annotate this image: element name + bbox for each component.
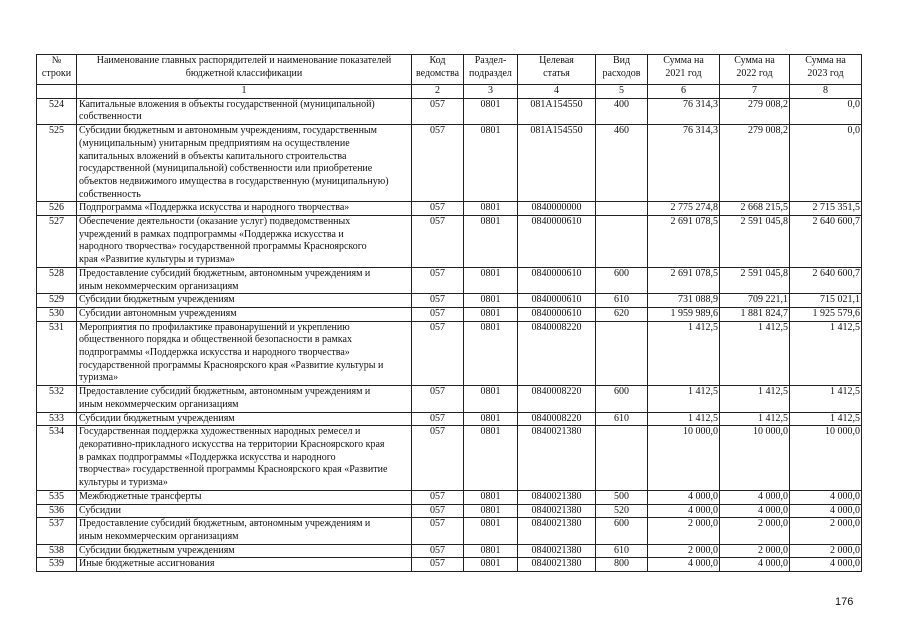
sum-2023-cell: 2 640 600,7 (790, 216, 862, 268)
row-number-cell: 535 (37, 490, 77, 504)
sum-2021-cell: 1 412,5 (648, 412, 720, 426)
expense-name-cell: Предоставление субсидий бюджетным, автономным учреждениям и иным некоммерческим организациям (77, 267, 412, 293)
sum-2023-cell: 4 000,0 (790, 558, 862, 572)
expense-name-cell: Субсидии бюджетным учреждениям (77, 544, 412, 558)
section-code-cell: 0801 (464, 518, 518, 544)
dept-code-cell: 057 (412, 267, 464, 293)
expense-name-cell: Мероприятия по профилактике правонарушений и укреплению общественного порядка и общественной безопасности в рамках подпрограммы «Поддержка искусства и народного творчества» государственной программы Красноярского края «Развитие культуры и туризма» (77, 321, 412, 386)
section-code-cell: 0801 (464, 307, 518, 321)
expense-type-cell: 600 (596, 267, 648, 293)
row-number-cell: 525 (37, 125, 77, 202)
section-code-cell: 0801 (464, 125, 518, 202)
sum-2022-cell: 1 881 824,7 (720, 307, 790, 321)
sum-2021-cell: 1 412,5 (648, 386, 720, 412)
section-code-cell: 0801 (464, 267, 518, 293)
header-dept-code: Код ведомства (412, 55, 464, 85)
dept-code-cell: 057 (412, 202, 464, 216)
target-item-cell: 081А154550 (518, 98, 596, 124)
expense-type-cell: 460 (596, 125, 648, 202)
header-section: Раздел- подраздел (464, 55, 518, 85)
sum-2023-cell: 4 000,0 (790, 504, 862, 518)
row-number-cell: 526 (37, 202, 77, 216)
sum-2021-cell: 1 412,5 (648, 321, 720, 386)
dept-code-cell: 057 (412, 518, 464, 544)
section-code-cell: 0801 (464, 98, 518, 124)
sum-2023-cell: 1 412,5 (790, 321, 862, 386)
sum-2022-cell: 709 221,1 (720, 294, 790, 308)
target-item-cell: 0840008220 (518, 321, 596, 386)
dept-code-cell: 057 (412, 307, 464, 321)
column-number: 6 (648, 85, 720, 99)
row-number-cell: 529 (37, 294, 77, 308)
target-item-cell: 0840000610 (518, 267, 596, 293)
dept-code-cell: 057 (412, 426, 464, 491)
header-sum-2023: Сумма на 2023 год (790, 55, 862, 85)
expense-type-cell: 500 (596, 490, 648, 504)
sum-2023-cell: 0,0 (790, 98, 862, 124)
sum-2021-cell: 10 000,0 (648, 426, 720, 491)
sum-2022-cell: 279 008,2 (720, 98, 790, 124)
table-row (37, 558, 862, 572)
table-row (37, 98, 862, 124)
page-number: 176 (835, 596, 854, 608)
sum-2022-cell: 4 000,0 (720, 558, 790, 572)
expense-type-cell: 400 (596, 98, 648, 124)
column-number: 5 (596, 85, 648, 99)
expense-name-cell: Предоставление субсидий бюджетным, автономным учреждениям и иным некоммерческим организациям (77, 386, 412, 412)
row-number-cell: 536 (37, 504, 77, 518)
target-item-cell: 0840021380 (518, 544, 596, 558)
sum-2021-cell: 4 000,0 (648, 504, 720, 518)
header-name: Наименование главных распорядителей и наименование показателей бюджетной классификации (77, 55, 412, 85)
row-number-cell: 533 (37, 412, 77, 426)
dept-code-cell: 057 (412, 412, 464, 426)
dept-code-cell: 057 (412, 558, 464, 572)
dept-code-cell: 057 (412, 294, 464, 308)
sum-2023-cell: 1 412,5 (790, 412, 862, 426)
section-code-cell: 0801 (464, 504, 518, 518)
header-target-item: Целевая статья (518, 55, 596, 85)
header-row-number: № строки (37, 55, 77, 85)
sum-2022-cell: 2 591 045,8 (720, 267, 790, 293)
row-number-cell: 527 (37, 216, 77, 268)
section-code-cell: 0801 (464, 412, 518, 426)
section-code-cell: 0801 (464, 202, 518, 216)
table-row (37, 321, 862, 386)
sum-2023-cell: 10 000,0 (790, 426, 862, 491)
table-row (37, 294, 862, 308)
header-row (37, 55, 862, 85)
target-item-cell: 0840000610 (518, 294, 596, 308)
row-number-cell: 532 (37, 386, 77, 412)
section-code-cell: 0801 (464, 294, 518, 308)
sum-2022-cell: 10 000,0 (720, 426, 790, 491)
column-number: 2 (412, 85, 464, 99)
dept-code-cell: 057 (412, 321, 464, 386)
row-number-cell: 538 (37, 544, 77, 558)
target-item-cell: 081А154550 (518, 125, 596, 202)
sum-2023-cell: 1 412,5 (790, 386, 862, 412)
row-number-cell: 530 (37, 307, 77, 321)
sum-2021-cell: 731 088,9 (648, 294, 720, 308)
sum-2021-cell: 76 314,3 (648, 98, 720, 124)
dept-code-cell: 057 (412, 544, 464, 558)
table-row (37, 504, 862, 518)
target-item-cell: 0840008220 (518, 386, 596, 412)
table-row (37, 412, 862, 426)
sum-2021-cell: 4 000,0 (648, 490, 720, 504)
expense-type-cell (596, 202, 648, 216)
expense-type-cell (596, 321, 648, 386)
dept-code-cell: 057 (412, 125, 464, 202)
expense-type-cell: 610 (596, 544, 648, 558)
expense-name-cell: Субсидии автономным учреждениям (77, 307, 412, 321)
expense-name-cell: Субсидии (77, 504, 412, 518)
table-body (37, 98, 862, 571)
section-code-cell: 0801 (464, 426, 518, 491)
section-code-cell: 0801 (464, 216, 518, 268)
sum-2022-cell: 1 412,5 (720, 321, 790, 386)
header-sum-2022: Сумма на 2022 год (720, 55, 790, 85)
sum-2023-cell: 0,0 (790, 125, 862, 202)
row-number-cell: 539 (37, 558, 77, 572)
expense-type-cell: 800 (596, 558, 648, 572)
table-row (37, 125, 862, 202)
sum-2023-cell: 2 715 351,5 (790, 202, 862, 216)
section-code-cell: 0801 (464, 321, 518, 386)
sum-2023-cell: 2 000,0 (790, 518, 862, 544)
expense-type-cell (596, 216, 648, 268)
row-number-cell: 528 (37, 267, 77, 293)
target-item-cell: 0840021380 (518, 426, 596, 491)
column-number (37, 85, 77, 99)
target-item-cell: 0840000610 (518, 307, 596, 321)
sum-2023-cell: 4 000,0 (790, 490, 862, 504)
header-expense-type: Вид расходов (596, 55, 648, 85)
expense-name-cell: Иные бюджетные ассигнования (77, 558, 412, 572)
sum-2021-cell: 2 775 274,8 (648, 202, 720, 216)
sum-2022-cell: 2 668 215,5 (720, 202, 790, 216)
sum-2023-cell: 2 640 600,7 (790, 267, 862, 293)
expense-name-cell: Государственная поддержка художественных народных ремесел и декоративно-прикладного искусства на территории Красноярского края в рамках подпрограммы «Поддержка искусства и народного творчества» государственной программы Красноярского края «Развитие культуры и туризма» (77, 426, 412, 491)
table-row (37, 307, 862, 321)
target-item-cell: 0840021380 (518, 504, 596, 518)
sum-2023-cell: 1 925 579,6 (790, 307, 862, 321)
dept-code-cell: 057 (412, 216, 464, 268)
sum-2021-cell: 76 314,3 (648, 125, 720, 202)
sum-2022-cell: 1 412,5 (720, 386, 790, 412)
target-item-cell: 0840021380 (518, 518, 596, 544)
column-number-row (37, 85, 862, 99)
expense-name-cell: Капитальные вложения в объекты государственной (муниципальной) собственности (77, 98, 412, 124)
sum-2022-cell: 2 591 045,8 (720, 216, 790, 268)
row-number-cell: 531 (37, 321, 77, 386)
table-row (37, 518, 862, 544)
section-code-cell: 0801 (464, 544, 518, 558)
expense-type-cell: 600 (596, 518, 648, 544)
target-item-cell: 0840021380 (518, 490, 596, 504)
sum-2023-cell: 715 021,1 (790, 294, 862, 308)
target-item-cell: 0840000610 (518, 216, 596, 268)
expense-type-cell: 520 (596, 504, 648, 518)
table-row (37, 202, 862, 216)
expense-name-cell: Обеспечение деятельности (оказание услуг) подведомственных учреждений в рамках подпрограммы «Поддержка искусства и народного творчества» государственной программы Красноярского края «Развитие культуры и туризма» (77, 216, 412, 268)
expense-name-cell: Межбюджетные трансферты (77, 490, 412, 504)
section-code-cell: 0801 (464, 558, 518, 572)
dept-code-cell: 057 (412, 490, 464, 504)
sum-2021-cell: 1 959 989,6 (648, 307, 720, 321)
expense-name-cell: Субсидии бюджетным учреждениям (77, 412, 412, 426)
sum-2021-cell: 2 691 078,5 (648, 267, 720, 293)
table-row (37, 426, 862, 491)
expense-type-cell: 600 (596, 386, 648, 412)
sum-2022-cell: 4 000,0 (720, 490, 790, 504)
expense-type-cell: 610 (596, 412, 648, 426)
expense-name-cell: Предоставление субсидий бюджетным, автономным учреждениям и иным некоммерческим организациям (77, 518, 412, 544)
row-number-cell: 524 (37, 98, 77, 124)
sum-2021-cell: 2 000,0 (648, 518, 720, 544)
row-number-cell: 537 (37, 518, 77, 544)
column-number: 8 (790, 85, 862, 99)
column-number: 1 (77, 85, 412, 99)
target-item-cell: 0840000000 (518, 202, 596, 216)
sum-2022-cell: 2 000,0 (720, 518, 790, 544)
column-number: 3 (464, 85, 518, 99)
budget-table (36, 54, 862, 572)
expense-name-cell: Субсидии бюджетным и автономным учреждениям, государственным (муниципальным) унитарным предприятиям на осуществление капитальных вложений в объекты капитального строительства государственной (муниципальной) собственности или приобретение объектов недвижимого имущества в государственную (муниципальную) собственность (77, 125, 412, 202)
sum-2022-cell: 1 412,5 (720, 412, 790, 426)
dept-code-cell: 057 (412, 386, 464, 412)
sum-2022-cell: 4 000,0 (720, 504, 790, 518)
expense-name-cell: Подпрограмма «Поддержка искусства и народного творчества» (77, 202, 412, 216)
expense-type-cell: 620 (596, 307, 648, 321)
section-code-cell: 0801 (464, 386, 518, 412)
table-row (37, 544, 862, 558)
table-row (37, 490, 862, 504)
sum-2021-cell: 2 000,0 (648, 544, 720, 558)
dept-code-cell: 057 (412, 504, 464, 518)
sum-2023-cell: 2 000,0 (790, 544, 862, 558)
column-number: 4 (518, 85, 596, 99)
target-item-cell: 0840008220 (518, 412, 596, 426)
section-code-cell: 0801 (464, 490, 518, 504)
target-item-cell: 0840021380 (518, 558, 596, 572)
sum-2021-cell: 4 000,0 (648, 558, 720, 572)
table-row (37, 386, 862, 412)
sum-2021-cell: 2 691 078,5 (648, 216, 720, 268)
expense-type-cell: 610 (596, 294, 648, 308)
sum-2022-cell: 279 008,2 (720, 125, 790, 202)
column-number: 7 (720, 85, 790, 99)
table-row (37, 267, 862, 293)
sum-2022-cell: 2 000,0 (720, 544, 790, 558)
header-sum-2021: Сумма на 2021 год (648, 55, 720, 85)
row-number-cell: 534 (37, 426, 77, 491)
dept-code-cell: 057 (412, 98, 464, 124)
expense-name-cell: Субсидии бюджетным учреждениям (77, 294, 412, 308)
table-row (37, 216, 862, 268)
expense-type-cell (596, 426, 648, 491)
